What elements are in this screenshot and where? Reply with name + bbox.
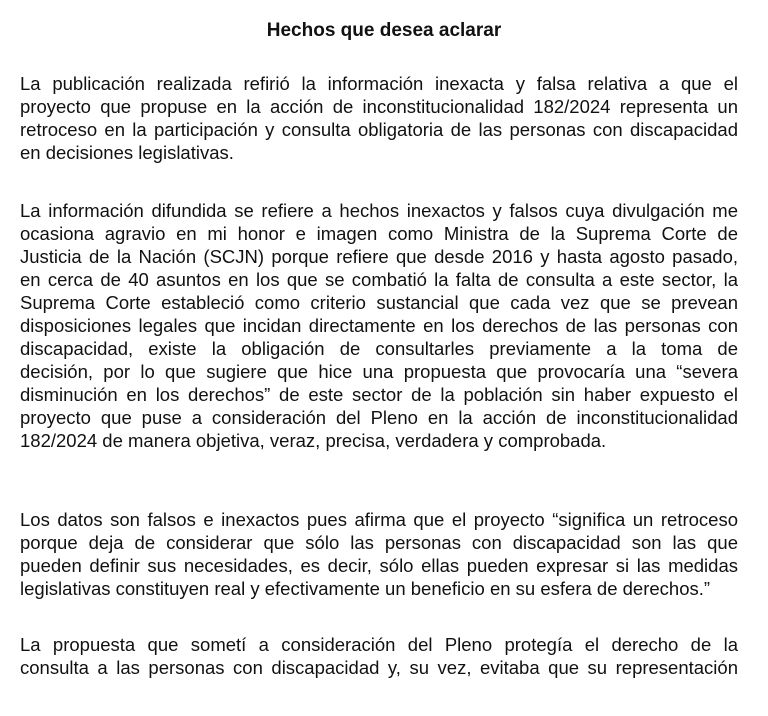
paragraph-line: decisión, por lo que sugiere que hice una propuesta que provocaría una “severa	[20, 361, 738, 382]
paragraph-line: consulta a las personas con discapacidad y, su vez, evitaba que su representación	[20, 657, 738, 678]
paragraph-line: Los datos son falsos e inexactos pues afirma que el proyecto “significa un retroceso	[20, 509, 738, 530]
paragraph-line: Suprema Corte estableció como criterio sustancial que cada vez que se prevean	[20, 292, 738, 313]
paragraph-4	[20, 633, 738, 679]
paragraph-line: en decisiones legislativas.	[20, 142, 234, 163]
paragraph-line: proyecto que propuse en la acción de inconstitucionalidad 182/2024 representa un	[20, 96, 738, 117]
paragraph-line: proyecto que puse a consideración del Pleno en la acción de inconstitucionalidad	[20, 407, 738, 428]
paragraph-line: La propuesta que sometí a consideración del Pleno protegía el derecho de la	[20, 634, 738, 655]
paragraph-line: ocasiona agravio en mi honor e imagen como Ministra de la Suprema Corte de	[20, 223, 738, 244]
paragraph-line: discapacidad, existe la obligación de consultarles previamente a la toma de	[20, 338, 738, 359]
paragraph-line: 182/2024 de manera objetiva, veraz, precisa, verdadera y comprobada.	[20, 430, 607, 451]
paragraph-line: La publicación realizada refirió la información inexacta y falsa relativa a que el	[20, 73, 738, 94]
paragraph-line: retroceso en la participación y consulta obligatoria de las personas con discapacidad	[20, 119, 738, 140]
section-title: Hechos que desea aclarar	[266, 20, 502, 41]
paragraph-3	[20, 508, 738, 600]
paragraph-line: disminución en los derechos” de este sector de la población sin haber expuesto el	[20, 384, 738, 405]
paragraph-line: La información difundida se refiere a hechos inexactos y falsos cuya divulgación me	[20, 200, 738, 221]
paragraph-line: pueden definir sus necesidades, es decir, sólo ellas pueden expresar si las medidas	[20, 555, 738, 576]
paragraph-line: legislativas constituyen real y efectivamente un beneficio en su esfera de derechos.”	[20, 578, 711, 599]
paragraph-2	[20, 199, 738, 452]
paragraph-line: disposiciones legales que incidan directamente en los derechos de las personas con	[20, 315, 738, 336]
paragraph-line: Justicia de la Nación (SCJN) porque refiere que desde 2016 y hasta agosto pasado,	[20, 246, 738, 267]
paragraph-line: en cerca de 40 asuntos en los que se combatió la falta de consulta a este sector, la	[20, 269, 738, 290]
paragraph-1	[20, 72, 738, 164]
paragraph-line: porque deja de considerar que sólo las personas con discapacidad son las que	[20, 532, 738, 553]
